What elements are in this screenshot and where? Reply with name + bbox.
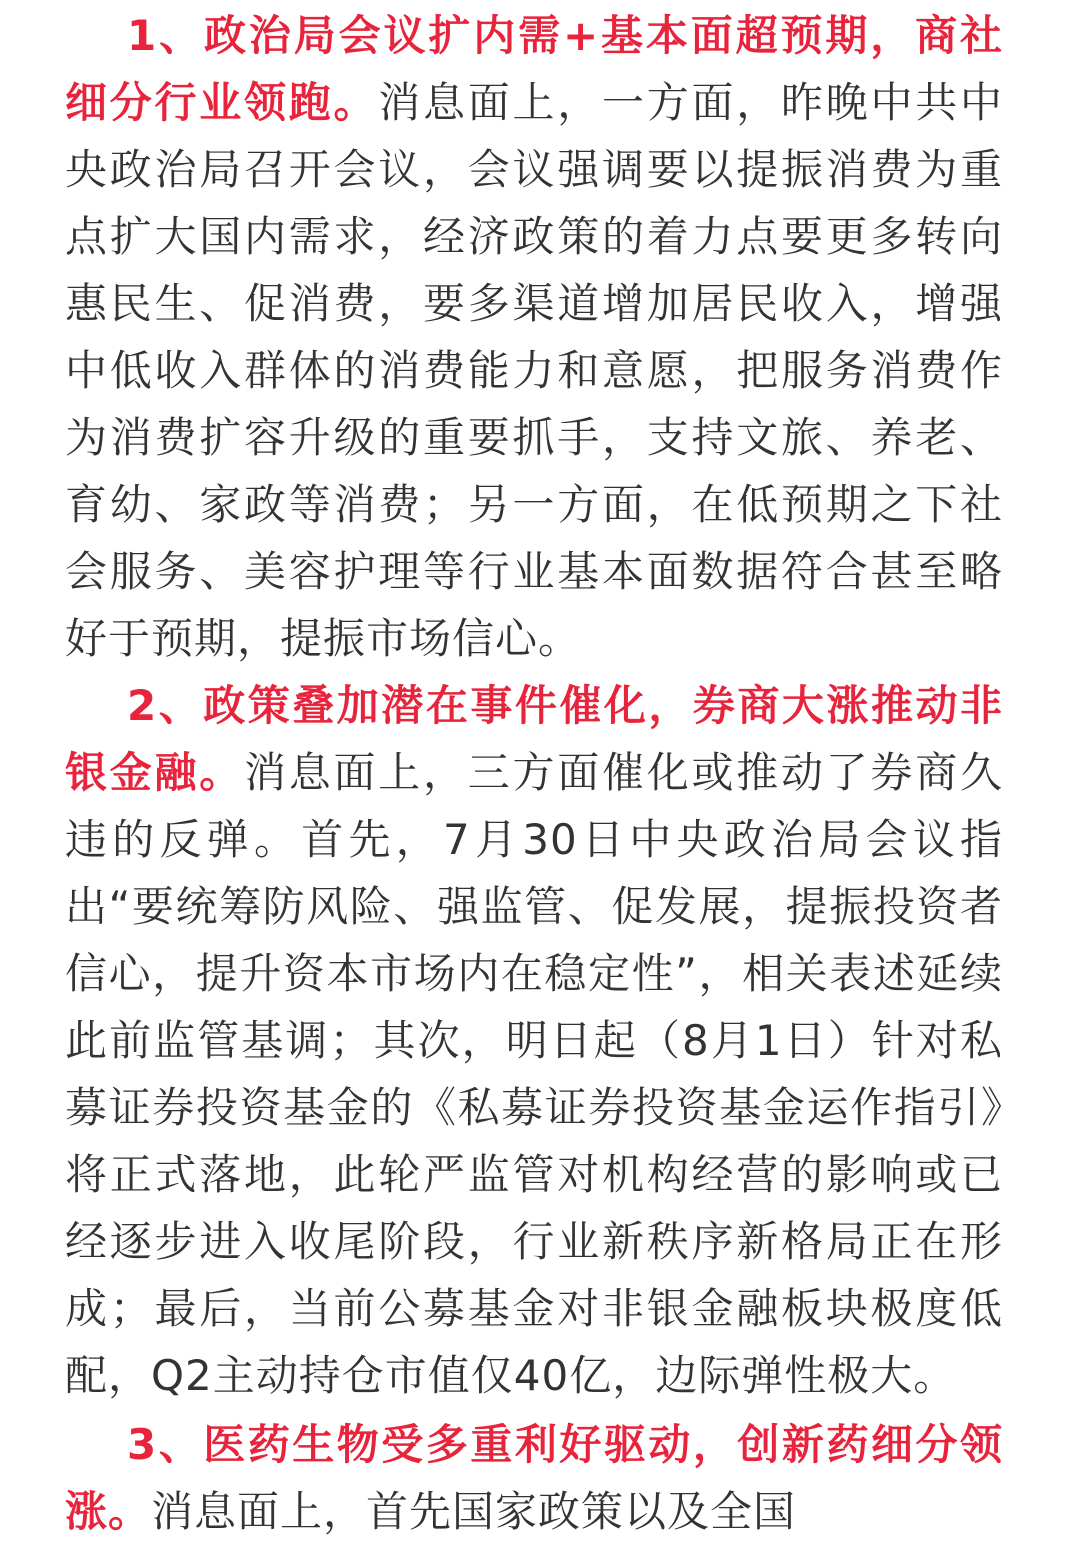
paragraph-2-headline: 2、政策叠加潜在事件催化，券商大涨推动非银金融。 xyxy=(65,681,1003,797)
paragraph-3-body: 消息面上，首先国家政策以及全国 xyxy=(151,1487,797,1536)
paragraph-3-headline: 3、医药生物受多重利好驱动，创新药细分领涨。 xyxy=(65,1420,1003,1536)
paragraph-1-headline: 1、政治局会议扩内需+基本面超预期，商社细分行业领跑。 xyxy=(65,11,1003,127)
paragraph-1-body: 消息面上，一方面，昨晚中共中央政治局召开会议，会议强调要以提振消费为重点扩大国内需求，经济政策的着力点要更多转向惠民生、促消费，要多渠道增加居民收入，增强中低收入群体的消费能力和意愿，把服务消费作为消费扩容升级的重要抓手，支持文旅、养老、育幼、家政等消费；另一方面，在低预期之下社会服务、美容护理等行业基本面数据符合甚至略好于预期，提振市场信心。 xyxy=(65,78,1003,663)
paragraph-3 xyxy=(65,1411,1003,1545)
article-body xyxy=(65,0,1003,1545)
paragraph-1 xyxy=(65,2,1003,672)
paragraph-2 xyxy=(65,672,1003,1409)
paragraph-2-body: 消息面上，三方面催化或推动了券商久违的反弹。首先，7月30日中央政治局会议指出“要统筹防风险、强监管、促发展，提振投资者信心，提升资本市场内在稳定性”，相关表述延续此前监管基调；其次，明日起（8月1日）针对私募证券投资基金的《私募证券投资基金运作指引》将正式落地，此轮严监管对机构经营的影响或已经逐步进入收尾阶段，行业新秩序新格局正在形成；最后，当前公募基金对非银金融板块极度低配，Q2主动持仓市值仅40亿，边际弹性极大。 xyxy=(65,748,1003,1400)
